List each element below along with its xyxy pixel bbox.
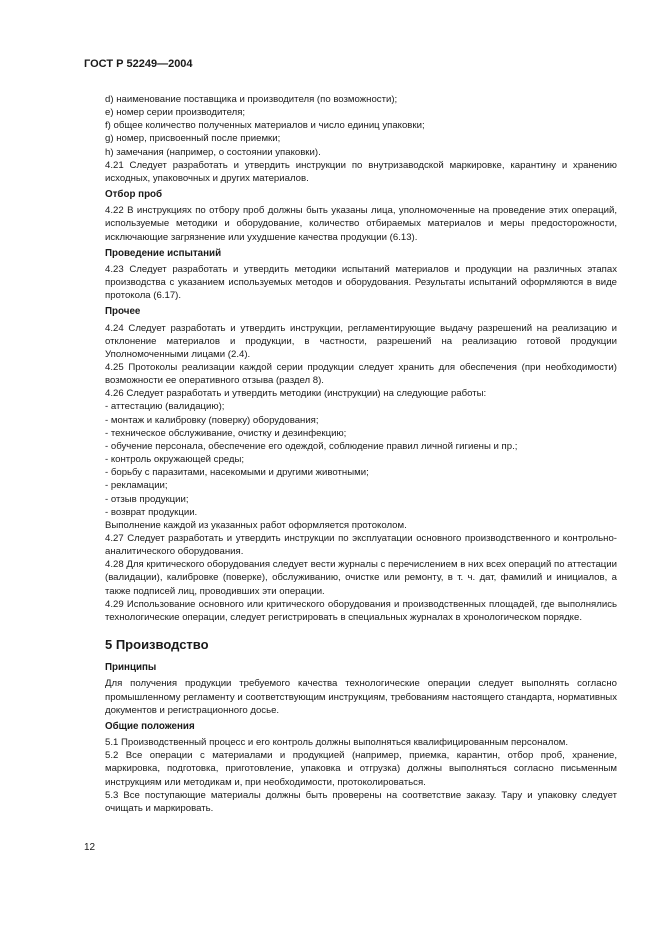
heading-principles: Принципы [105,662,157,674]
clause-4-28: 4.28 Для критического оборудования следует вести журналы с перечислением в них всех операций по аттестации (валидации), калибровке (поверке), обслуживанию, очистке или ремонту, в т. ч. дат, фамилий и инициалов, а также подписей лиц, проводивших эти операции. [105,559,617,597]
list-item: - рекламации; [105,480,168,492]
list-item-h: h) замечания (например, о состоянии упаковки). [105,146,321,158]
list-item-d: d) наименование поставщика и производителя (по возможности); [105,94,398,105]
clause-4-26-end: Выполнение каждой из указанных работ оформляется протоколом. [105,519,407,531]
list-item: - контроль окружающей среды; [105,454,245,466]
list-item: - борьбу с паразитами, насекомыми и другими животными; [105,467,369,479]
list-item: - отзыв продукции; [105,493,189,505]
clause-4-23: 4.23 Следует разработать и утвердить методики испытаний материалов и продукции на различных этапах производства с указанием используемых методов и оборудования. Результаты испытаний оформляются в виде протокола (6.17). [105,263,617,302]
list-item: - монтаж и калибровку (поверку) оборудования; [105,414,319,426]
clause-4-26: 4.26 Следует разработать и утвердить методики (инструкции) на следующие работы: [105,388,487,400]
clause-4-22: 4.22 В инструкциях по отбору проб должны быть указаны лица, уполномоченные на проведение этих операций, используемые методики и оборудование, количество отбираемых материалов и меры предосторожности, исключающие загрязнение или ухудшение качества продукции (6.13). [105,205,617,243]
clause-5-2: 5.2 Все операции с материалами и продукцией (например, приемка, карантин, отбор проб, хранение, маркировка, подготовка, приготовление, упаковка и отгрузка) должны выполняться согласно письменным инструкциям или методикам и, при необходимости, протоколироваться. [105,750,617,788]
list-item-g: g) номер, присвоенный после приемки; [105,133,281,145]
clause-5-3: 5.3 Все поступающие материалы должны быть проверены на соответствие заказу. Тару и упаковку следует очищать и маркировать. [105,789,617,814]
list-item-e: e) номер серии производителя; [105,107,246,119]
list-item-f: f) общее количество полученных материалов и число единиц упаковки; [105,120,425,132]
list-item: - обучение персонала, обеспечение его одеждой, соблюдение правил личной гигиены и пр.; [105,440,518,452]
heading-other: Прочее [105,306,141,318]
clause-4-29: 4.29 Использование основного или критического оборудования и производственных площадей, где выполнялись технологические операции, следует регистрировать в специальных журналах в хронологическом порядке. [105,598,617,623]
page-number: 12 [84,842,96,853]
clause-4-27: 4.27 Следует разработать и утвердить инструкции по эксплуатации основного производственного и контрольно-аналитического оборудования. [105,533,617,558]
page-content [105,93,617,815]
principles-text: Для получения продукции требуемого качества технологические операции следует выполнять согласно промышленному регламенту и соответствующим инструкциям, требованиям настоящего стандарта, нормативных документов и регистрационного досье. [105,678,617,716]
section-5-title: 5 Производство [105,637,209,653]
heading-testing: Проведение испытаний [105,247,222,259]
list-item: - аттестацию (валидацию); [105,401,225,413]
heading-sampling: Отбор проб [105,189,163,201]
clause-4-25: 4.25 Протоколы реализации каждой серии продукции следует хранить для обеспечения (при необходимости) возможности ее оперативного отзыва (раздел 8). [105,361,617,387]
clause-4-21: 4.21 Следует разработать и утвердить инструкции по внутризаводской маркировке, карантину и хранению исходных, упаковочных и других материалов. [105,159,617,184]
document-header: ГОСТ Р 52249—2004 [84,58,193,70]
list-item: - техническое обслуживание, очистку и дезинфекцию; [105,427,347,439]
list-item: - возврат продукции. [105,506,198,518]
clause-5-1: 5.1 Производственный процесс и его контроль должны выполняться квалифицированным персоналом. [105,737,569,749]
heading-general: Общие положения [105,720,195,732]
clause-4-24: 4.24 Следует разработать и утвердить инструкции, регламентирующие выдачу разрешений на реализацию и отклонение материалов и продукции, в частности, разрешений на реализацию готовой продукции Уполномоченными лицами (2.4). [105,322,617,360]
